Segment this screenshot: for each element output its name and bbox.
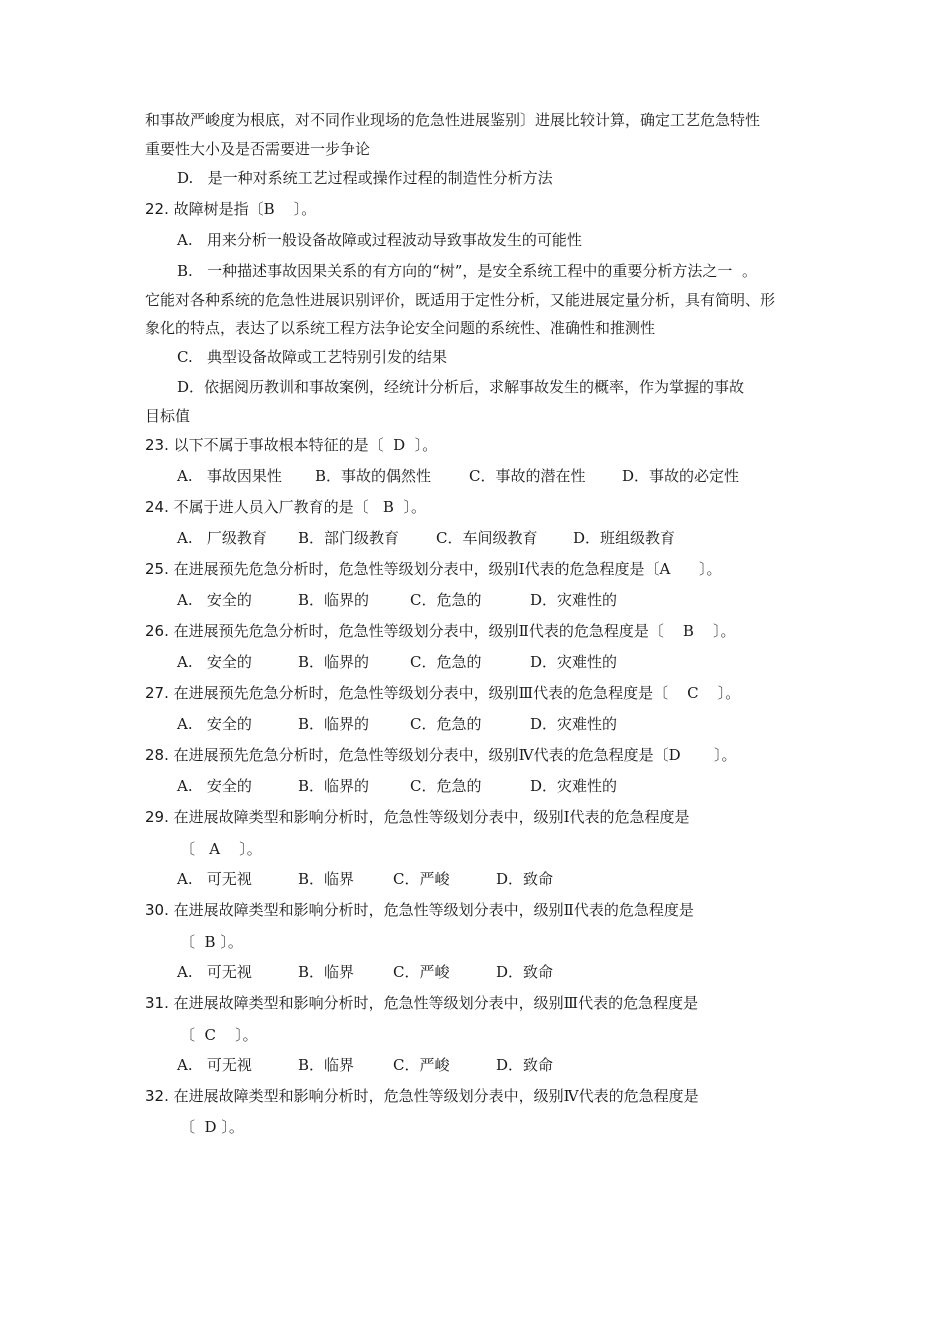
question-26 (145, 621, 736, 641)
question-number: 23. (145, 436, 169, 454)
question-stem: 以下不属于事故根本特征的是〔 D 〕。 (168, 436, 438, 454)
q31-option-a: A. 可无视 (177, 1056, 252, 1074)
q24-option-d: D．班组级教育 (573, 529, 676, 547)
q28-option-c: C．危急的 (410, 777, 482, 795)
question-25 (145, 559, 722, 579)
question-28 (145, 745, 737, 765)
question-stem: 在进展故障类型和影响分析时，危急性等级划分表中，级别Ⅲ代表的危急程度是 (168, 994, 699, 1012)
question-number: 26. (145, 622, 169, 640)
q24-option-c: C．车间级教育 (436, 529, 538, 547)
q28-option-b: B．临界的 (298, 777, 370, 795)
q22-option-b-line-2: 它能对各种系统的危急性进展识别评价，既适用于定性分析，又能进展定量分析，具有简明、形 (145, 291, 776, 309)
q29-option-c: C．严峻 (393, 870, 450, 888)
intro-option-d: D. 是一种对系统工艺过程或操作过程的制造性分析方法 (177, 169, 553, 187)
q25-option-d: D．灾难性的 (530, 591, 618, 609)
q29-option-a: A. 可无视 (177, 870, 252, 888)
question-stem: 在进展故障类型和影响分析时，危急性等级划分表中，级别Ⅳ代表的危急程度是 (168, 1087, 699, 1105)
q26-option-d: D．灾难性的 (530, 653, 618, 671)
question-stem: 在进展故障类型和影响分析时，危急性等级划分表中，级别Ⅰ代表的危急程度是 (168, 808, 690, 826)
q28-option-d: D．灾难性的 (530, 777, 618, 795)
question-number: 25. (145, 560, 169, 578)
q25-option-c: C．危急的 (410, 591, 482, 609)
question-30 (145, 900, 694, 920)
q31-option-b: B．临界 (298, 1056, 355, 1074)
q27-option-d: D．灾难性的 (530, 715, 618, 733)
intro-line-2: 重要性大小及是否需要进一步争论 (145, 140, 371, 158)
q23-option-c: C．事故的潜在性 (469, 467, 586, 485)
question-stem: 不属于进人员入厂教育的是〔 B 〕。 (168, 498, 426, 516)
question-number: 27. (145, 684, 169, 702)
q31-option-c: C．严峻 (393, 1056, 450, 1074)
q24-option-b: B．部门级教育 (298, 529, 400, 547)
q22-option-d-line-1: D．依据阅历教训和事故案例，经统计分析后，求解事故发生的概率，作为掌握的事故 (177, 378, 745, 396)
q25-option-a: A. 安全的 (177, 591, 252, 609)
q22-option-b-line-1: B. 一种描述事故因果关系的有方向的“树”，是安全系统工程中的重要分析方法之一 。 (177, 262, 757, 280)
question-31 (145, 993, 698, 1013)
question-stem: 在进展预先危急分析时，危急性等级划分表中，级别Ⅰ代表的危急程度是〔A 〕。 (168, 560, 722, 578)
q27-option-c: C．危急的 (410, 715, 482, 733)
q30-option-a: A. 可无视 (177, 963, 252, 981)
q29-option-d: D．致命 (496, 870, 554, 888)
question-23 (145, 435, 437, 455)
q22-option-c: C. 典型设备故障或工艺特别引发的结果 (177, 348, 448, 366)
question-number: 24. (145, 498, 169, 516)
question-number: 29. (145, 808, 169, 826)
question-22 (145, 199, 316, 219)
q31-answer: 〔 C 〕。 (180, 1026, 258, 1044)
q28-option-a: A. 安全的 (177, 777, 252, 795)
q27-option-b: B．临界的 (298, 715, 370, 733)
q29-option-b: B．临界 (298, 870, 355, 888)
q31-option-d: D．致命 (496, 1056, 554, 1074)
question-29 (145, 807, 690, 827)
question-27 (145, 683, 740, 703)
question-stem: 在进展预先危急分析时，危急性等级划分表中，级别Ⅳ代表的危急程度是〔D 〕。 (168, 746, 737, 764)
question-number: 30. (145, 901, 169, 919)
q30-answer: 〔 B 〕。 (180, 933, 243, 951)
q23-option-d: D．事故的必定性 (622, 467, 740, 485)
q24-option-a: A. 厂级教育 (177, 529, 267, 547)
q30-option-b: B．临界 (298, 963, 355, 981)
q26-option-b: B．临界的 (298, 653, 370, 671)
q27-option-a: A. 安全的 (177, 715, 252, 733)
question-number: 22. (145, 200, 169, 218)
q22-option-b-line-3: 象化的特点，表达了以系统工程方法争论安全问题的系统性、准确性和推测性 (145, 319, 656, 337)
q26-option-c: C．危急的 (410, 653, 482, 671)
q32-answer: 〔 D 〕。 (180, 1118, 244, 1136)
question-24 (145, 497, 426, 517)
q29-answer: 〔 A 〕。 (180, 840, 262, 858)
question-stem: 在进展预先危急分析时，危急性等级划分表中，级别Ⅲ代表的危急程度是〔 C 〕。 (168, 684, 741, 702)
question-32 (145, 1086, 699, 1106)
question-number: 32. (145, 1087, 169, 1105)
q25-option-b: B．临界的 (298, 591, 370, 609)
q23-option-b: B．事故的偶然性 (315, 467, 432, 485)
question-stem: 在进展预先危急分析时，危急性等级划分表中，级别Ⅱ代表的危急程度是〔 B 〕。 (168, 622, 736, 640)
q23-option-a: A. 事故因果性 (177, 467, 282, 485)
q22-option-a: A. 用来分析一般设备故障或过程波动导致事故发生的可能性 (177, 231, 582, 249)
q26-option-a: A. 安全的 (177, 653, 252, 671)
question-stem: 在进展故障类型和影响分析时，危急性等级划分表中，级别Ⅱ代表的危急程度是 (168, 901, 694, 919)
question-number: 28. (145, 746, 169, 764)
question-stem: 故障树是指〔B 〕。 (168, 200, 317, 218)
question-number: 31. (145, 994, 169, 1012)
intro-line-1: 和事故严峻度为根底，对不同作业现场的危急性进展鉴别〕进展比较计算，确定工艺危急特性 (145, 111, 761, 129)
q30-option-c: C．严峻 (393, 963, 450, 981)
q22-option-d-line-2: 目标值 (145, 407, 191, 425)
q30-option-d: D．致命 (496, 963, 554, 981)
